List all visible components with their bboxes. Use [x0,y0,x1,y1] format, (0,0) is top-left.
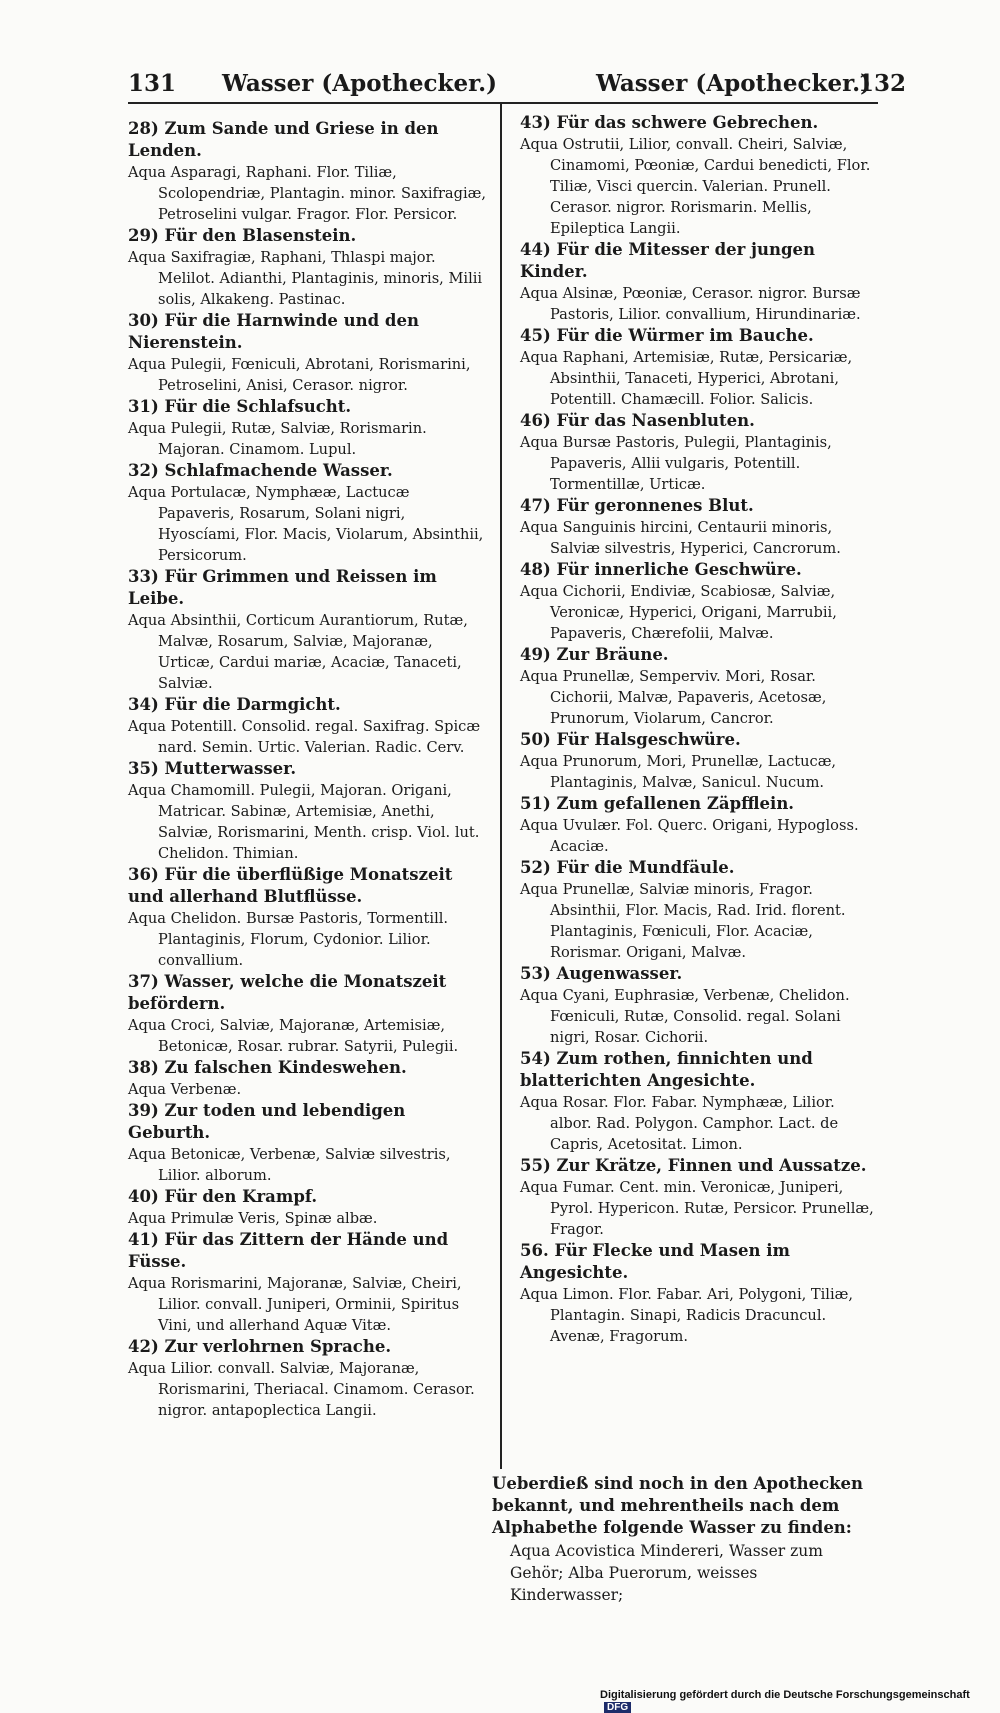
right-running-title: Wasser (Apothecker.) [596,70,871,97]
entry-heading: 54) Zum rothen, finnichten und blatterichten Angesichte. [520,1049,813,1090]
entry-body: Aqua Croci, Salviæ, Majoranæ, Artemisiæ, Betonicæ, Rosar. rubrar. Satyrii, Pulegii. [128,1017,459,1055]
closing-list: Aqua Acovistica Mindereri, Wasser zum Gehör; Alba Puerorum, weisses Kinderwasser; [510,1542,823,1604]
entry-heading: 32) Schlafmachende Wasser. [128,461,393,480]
entry-body: Aqua Absinthii, Corticum Aurantiorum, Rutæ, Malvæ, Rosarum, Salviæ, Majoranæ, Urticæ, Cardui mariæ, Acaciæ, Tanaceti, Salviæ. [128,612,468,692]
entry-heading: 28) Zum Sande und Griese in den Lenden. [128,119,439,160]
entry-heading: 37) Wasser, welche die Monatszeit befördern. [128,972,447,1013]
closing-intro: Ueberdieß sind noch in den Apothecken bekannt, und mehrentheils nach dem Alphabethe folgende Wasser zu finden: [492,1474,864,1537]
entry-body: Aqua Raphani, Artemisiæ, Rutæ, Persicariæ, Absinthii, Tanaceti, Hyperici, Abrotani, Potentill. Chamæcill. Folior. Salicis. [520,349,853,408]
entry-heading: 34) Für die Darmgicht. [128,695,341,714]
entry [520,644,878,729]
entry [128,1229,490,1336]
entry [128,864,490,971]
entry [520,410,878,495]
entry-heading: 35) Mutterwasser. [128,759,297,778]
right-page-number: 132 [858,70,907,97]
entry [520,1048,878,1155]
entry [520,325,878,410]
entry-heading: 48) Für innerliche Geschwüre. [520,560,802,579]
entry [520,1240,878,1347]
entry [520,857,878,963]
entry-body: Aqua Chamomill. Pulegii, Majoran. Origani, Matricar. Sabinæ, Artemisiæ, Anethi, Salviæ, Rorismarini, Menth. crisp. Viol. lut. Chelidon. Thimian. [128,782,480,862]
entry-heading: 47) Für geronnenes Blut. [520,496,754,515]
entry-heading: 43) Für das schwere Gebrechen. [520,113,819,132]
entry-body: Aqua Asparagi, Raphani. Flor. Tiliæ, Scolopendriæ, Plantagin. minor. Saxifragiæ, Petroselini vulgar. Fragor. Flor. Persicor. [128,164,486,223]
entry [520,963,878,1048]
entry-heading: 44) Für die Mitesser der jungen Kinder. [520,240,816,281]
footer-text: Digitalisierung gefördert durch die Deutsche Forschungsgemeinschaft [600,1689,970,1701]
entry [128,396,490,460]
entry-body: Aqua Ostrutii, Lilior, convall. Cheiri, Salviæ, Cinamomi, Pœoniæ, Cardui benedicti, Flor. Tiliæ, Visci quercin. Valerian. Prunell. Cerasor. nigror. Rorismarin. Mellis, Epileptica Langii. [520,136,871,237]
entry-heading: 42) Zur verlohrnen Sprache. [128,1337,392,1356]
entry-heading: 55) Zur Krätze, Finnen und Aussatze. [520,1156,867,1175]
entry [128,971,490,1057]
entry [128,694,490,758]
entry-heading: 53) Augenwasser. [520,964,683,983]
entry-body: Aqua Prunellæ, Salviæ minoris, Fragor. Absinthii, Flor. Macis, Rad. Irid. florent. Plantaginis, Fœniculi, Flor. Acaciæ, Rorismar. Origani, Malvæ. [520,881,846,961]
header-rule [128,102,878,104]
entry-heading: 36) Für die überflüßige Monatszeit und allerhand Blutflüsse. [128,865,453,906]
entry [520,729,878,793]
entry [128,225,490,310]
entry [520,495,878,559]
entry-body: Aqua Pulegii, Rutæ, Salviæ, Rorismarin. Majoran. Cinamom. Lupul. [128,420,427,458]
entry [128,1057,490,1100]
entry [128,118,490,225]
entry-heading: 30) Für die Harnwinde und den Nierenstein. [128,311,419,352]
entry-heading: 38) Zu falschen Kindeswehen. [128,1058,407,1077]
entry [128,310,490,396]
right-column [520,112,878,1347]
entry [128,1336,490,1421]
entry [128,566,490,694]
entry-body: Aqua Sanguinis hircini, Centaurii minoris, Salviæ silvestris, Hyperici, Cancrorum. [520,519,841,557]
entry-body: Aqua Prunorum, Mori, Prunellæ, Lactucæ, Plantaginis, Malvæ, Sanicul. Nucum. [520,753,837,791]
entry [520,559,878,644]
entry-body: Aqua Potentill. Consolid. regal. Saxifrag. Spicæ nard. Semin. Urtic. Valerian. Radic. Cerv. [128,718,481,756]
left-page-number: 131 [128,70,177,97]
entry-body: Aqua Cyani, Euphrasiæ, Verbenæ, Chelidon. Fœniculi, Rutæ, Consolid. regal. Solani nigri, Rosar. Cichorii. [520,987,850,1046]
entry-body: Aqua Cichorii, Endiviæ, Scabiosæ, Salviæ, Veronicæ, Hyperici, Origani, Marrubii, Papaveris, Chærefolii, Malvæ. [520,583,837,642]
footer-credit [600,1689,1000,1713]
entry-heading: 45) Für die Würmer im Bauche. [520,326,814,345]
entry-heading: 51) Zum gefallenen Zäpfflein. [520,794,795,813]
entry-body: Aqua Betonicæ, Verbenæ, Salviæ silvestris, Lilior. alborum. [128,1146,451,1184]
entry-heading: 50) Für Halsgeschwüre. [520,730,741,749]
column-divider [500,104,502,1469]
entry-body: Aqua Pulegii, Fœniculi, Abrotani, Rorismarini, Petroselini, Anisi, Cerasor. nigror. [128,356,471,394]
entry-body: Aqua Verbenæ. [128,1081,242,1098]
dfg-logo: DFG [604,1702,631,1713]
entry-heading: 46) Für das Nasenbluten. [520,411,755,430]
entry-heading: 41) Für das Zittern der Hände und Füsse. [128,1230,449,1271]
entry [520,239,878,325]
entry-heading: 39) Zur toden und lebendigen Geburth. [128,1101,406,1142]
entry-heading: 52) Für die Mundfäule. [520,858,735,877]
entry-body: Aqua Limon. Flor. Fabar. Ari, Polygoni, Tiliæ, Plantagin. Sinapi, Radicis Dracuncul. Avenæ, Fragorum. [520,1286,853,1345]
entry-body: Aqua Portulacæ, Nymphææ, Lactucæ Papaveris, Rosarum, Solani nigri, Hyoscíami, Flor. Macis, Violarum, Absinthii, Persicorum. [128,484,484,564]
entry [520,1155,878,1240]
entry-body: Aqua Chelidon. Bursæ Pastoris, Tormentill. Plantaginis, Florum, Cydonior. Lilior. convallium. [128,910,449,969]
entry-body: Aqua Uvulær. Fol. Querc. Origani, Hypogloss. Acaciæ. [520,817,859,855]
left-column [128,118,490,1421]
entry-body: Aqua Lilior. convall. Salviæ, Majoranæ, Rorismarini, Theriacal. Cinamom. Cerasor. nigror. antapoplectica Langii. [128,1360,475,1419]
entry-body: Aqua Bursæ Pastoris, Pulegii, Plantaginis, Papaveris, Allii vulgaris, Potentill. Tormentillæ, Urticæ. [520,434,832,493]
entry-heading: 49) Zur Bräune. [520,645,669,664]
entry-body: Aqua Alsinæ, Pœoniæ, Cerasor. nigror. Bursæ Pastoris, Lilior. convallium, Hirundinariæ. [520,285,861,323]
entry-heading: 33) Für Grimmen und Reissen im Leibe. [128,567,437,608]
left-running-title: Wasser (Apothecker.) [222,70,497,97]
entry-body: Aqua Rorismarini, Majoranæ, Salviæ, Cheiri, Lilior. convall. Juniperi, Orminii, Spiritus Vini, und allerhand Aquæ Vitæ. [128,1275,462,1334]
entry-heading: 40) Für den Krampf. [128,1187,318,1206]
entry-body: Aqua Saxifragiæ, Raphani, Thlaspi major. Melilot. Adianthi, Plantaginis, minoris, Milii solis, Alkakeng. Pastinac. [128,249,483,308]
entry [520,793,878,857]
entry [128,1100,490,1186]
entry-body: Aqua Fumar. Cent. min. Veronicæ, Juniperi, Pyrol. Hypericon. Rutæ, Persicor. Prunellæ, Fragor. [520,1179,874,1238]
entry-heading: 31) Für die Schlafsucht. [128,397,352,416]
entry [128,1186,490,1229]
entry-heading: 56. Für Flecke und Masen im Angesichte. [520,1241,790,1282]
entry-heading: 29) Für den Blasenstein. [128,226,357,245]
entry [520,112,878,239]
entry-body: Aqua Rosar. Flor. Fabar. Nymphææ, Lilior. albor. Rad. Polygon. Camphor. Lact. de Capris, Acetositat. Limon. [520,1094,839,1153]
entry [128,460,490,566]
entry-body: Aqua Primulæ Veris, Spinæ albæ. [128,1210,378,1227]
entry [128,758,490,864]
entry-body: Aqua Prunellæ, Semperviv. Mori, Rosar. Cichorii, Malvæ, Papaveris, Acetosæ, Prunorum, Violarum, Cancror. [520,668,827,727]
